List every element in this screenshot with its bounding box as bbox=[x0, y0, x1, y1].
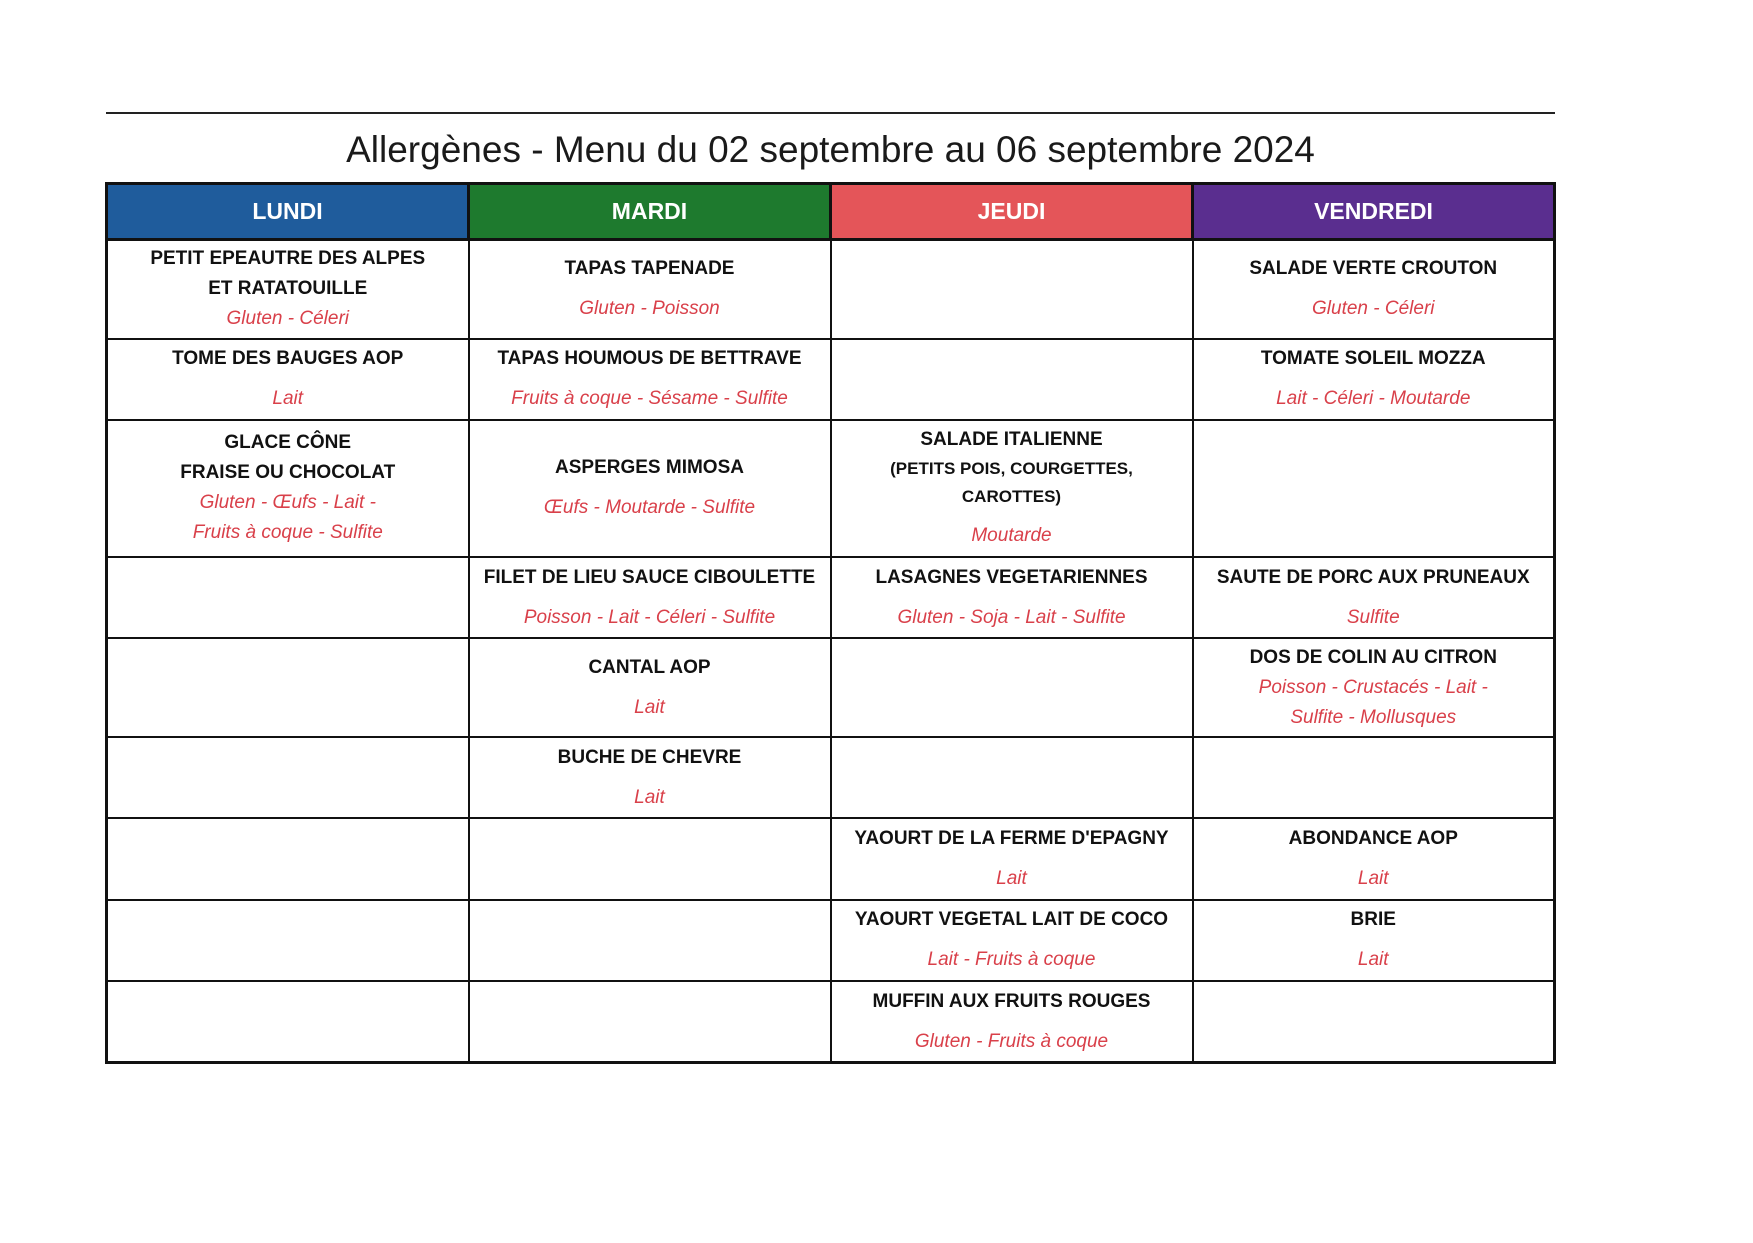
allergen-list: Poisson - Lait - Céleri - Sulfite bbox=[523, 606, 776, 628]
menu-cell-jeudi bbox=[831, 818, 1193, 899]
menu-cell-mardi bbox=[469, 638, 831, 737]
dish-name: PETIT EPEAUTRE DES ALPES ET RATATOUILLE bbox=[150, 248, 426, 300]
dish-name: LASAGNES VEGETARIENNES bbox=[875, 566, 1148, 588]
allergen-list: Lait - Céleri - Moutarde bbox=[1276, 388, 1471, 410]
dish-name: TAPAS TAPENADE bbox=[564, 258, 735, 280]
dish-name: MUFFIN AUX FRUITS ROUGES bbox=[872, 990, 1151, 1012]
allergen-list: Lait bbox=[272, 388, 304, 410]
dish-name: FILET DE LIEU SAUCE CIBOULETTE bbox=[483, 566, 816, 588]
menu-row bbox=[107, 981, 1555, 1063]
menu-cell-lundi bbox=[107, 818, 469, 899]
menu-cell-lundi bbox=[107, 557, 469, 638]
menu-body bbox=[107, 240, 1555, 1063]
menu-cell-vendredi bbox=[1193, 420, 1555, 557]
allergen-list: Moutarde bbox=[971, 525, 1052, 547]
menu-row bbox=[107, 818, 1555, 899]
menu-cell-mardi bbox=[469, 737, 831, 818]
menu-cell-lundi bbox=[107, 240, 469, 339]
menu-cell-jeudi bbox=[831, 557, 1193, 638]
menu-cell-vendredi bbox=[1193, 638, 1555, 737]
dish-name: SALADE VERTE CROUTON bbox=[1249, 258, 1498, 280]
menu-cell-jeudi bbox=[831, 420, 1193, 557]
dish-name: CANTAL AOP bbox=[588, 656, 711, 678]
allergen-list: Gluten - Céleri bbox=[226, 308, 349, 330]
day-header-jeudi: JEUDI bbox=[831, 184, 1193, 240]
page-title: Allergènes - Menu du 02 septembre au 06 septembre 2024 bbox=[346, 129, 1315, 170]
day-header-lundi: LUNDI bbox=[107, 184, 469, 240]
dish-name: BUCHE DE CHEVRE bbox=[557, 746, 742, 768]
menu-cell-vendredi bbox=[1193, 240, 1555, 339]
allergen-list: Gluten - Céleri bbox=[1312, 298, 1435, 320]
dish-name: TOMATE SOLEIL MOZZA bbox=[1260, 348, 1486, 370]
allergen-list: Lait bbox=[634, 696, 665, 718]
dish-name: YAOURT DE LA FERME D'EPAGNY bbox=[854, 827, 1169, 849]
allergen-list: Lait bbox=[1357, 867, 1389, 889]
dish-name: ASPERGES MIMOSA bbox=[555, 457, 744, 479]
menu-cell-vendredi bbox=[1193, 737, 1555, 818]
menu-cell-mardi bbox=[469, 557, 831, 638]
allergen-list: Gluten - Œufs - Lait - Fruits à coque - Sulfite bbox=[192, 492, 383, 544]
menu-cell-lundi bbox=[107, 981, 469, 1063]
dish-name: SALADE ITALIENNE bbox=[920, 429, 1103, 451]
menu-row bbox=[107, 240, 1555, 339]
dish-name: TAPAS HOUMOUS DE BETTRAVE bbox=[497, 348, 802, 370]
menu-cell-mardi bbox=[469, 900, 831, 981]
menu-row bbox=[107, 900, 1555, 981]
menu-cell-jeudi bbox=[831, 339, 1193, 420]
dish-subtitle: (PETITS POIS, COURGETTES, CAROTTES) bbox=[890, 459, 1133, 507]
menu-cell-vendredi bbox=[1193, 557, 1555, 638]
dish-name: GLACE CÔNE FRAISE OU CHOCOLAT bbox=[180, 432, 396, 484]
menu-cell-vendredi bbox=[1193, 981, 1555, 1063]
menu-cell-mardi bbox=[469, 240, 831, 339]
menu-cell-jeudi bbox=[831, 638, 1193, 737]
day-header-mardi: MARDI bbox=[469, 184, 831, 240]
allergen-list: Poisson - Crustacés - Lait - Sulfite - Mollusques bbox=[1258, 676, 1488, 728]
menu-cell-jeudi bbox=[831, 981, 1193, 1063]
dish-name: BRIE bbox=[1350, 909, 1396, 931]
allergen-list: Lait bbox=[996, 867, 1027, 889]
top-rule bbox=[106, 112, 1555, 114]
menu-cell-lundi bbox=[107, 737, 469, 818]
menu-cell-mardi bbox=[469, 420, 831, 557]
menu-cell-jeudi bbox=[831, 900, 1193, 981]
dish-name: SAUTE DE PORC AUX PRUNEAUX bbox=[1216, 566, 1530, 588]
menu-row bbox=[107, 638, 1555, 737]
dish-name: ABONDANCE AOP bbox=[1288, 827, 1458, 849]
menu-cell-mardi bbox=[469, 981, 831, 1063]
menu-cell-mardi bbox=[469, 339, 831, 420]
day-header-vendredi: VENDREDI bbox=[1193, 184, 1555, 240]
menu-cell-jeudi bbox=[831, 737, 1193, 818]
menu-cell-mardi bbox=[469, 818, 831, 899]
menu-row bbox=[107, 737, 1555, 818]
allergen-menu-table bbox=[105, 182, 1556, 1064]
allergen-list: Fruits à coque - Sésame - Sulfite bbox=[511, 388, 788, 410]
menu-row bbox=[107, 420, 1555, 557]
menu-cell-lundi bbox=[107, 420, 469, 557]
allergen-list: Lait - Fruits à coque bbox=[927, 949, 1096, 971]
allergen-list: Lait bbox=[1357, 949, 1389, 971]
menu-cell-vendredi bbox=[1193, 900, 1555, 981]
dish-name: DOS DE COLIN AU CITRON bbox=[1249, 646, 1497, 668]
allergen-list: Sulfite bbox=[1346, 606, 1400, 628]
allergen-list: Gluten - Poisson bbox=[579, 298, 720, 320]
menu-cell-vendredi bbox=[1193, 339, 1555, 420]
dish-name: TOME DES BAUGES AOP bbox=[172, 348, 404, 370]
allergen-list: Gluten - Fruits à coque bbox=[914, 1030, 1109, 1052]
allergen-list: Lait bbox=[634, 786, 665, 808]
allergen-list: Gluten - Soja - Lait - Sulfite bbox=[897, 606, 1126, 628]
menu-cell-jeudi bbox=[831, 240, 1193, 339]
allergen-list: Œufs - Moutarde - Sulfite bbox=[543, 497, 756, 519]
menu-cell-vendredi bbox=[1193, 818, 1555, 899]
menu-cell-lundi bbox=[107, 900, 469, 981]
day-header-row bbox=[107, 184, 1555, 240]
dish-name: YAOURT VEGETAL LAIT DE COCO bbox=[854, 909, 1169, 931]
menu-cell-lundi bbox=[107, 638, 469, 737]
menu-row bbox=[107, 339, 1555, 420]
menu-row bbox=[107, 557, 1555, 638]
menu-cell-lundi bbox=[107, 339, 469, 420]
